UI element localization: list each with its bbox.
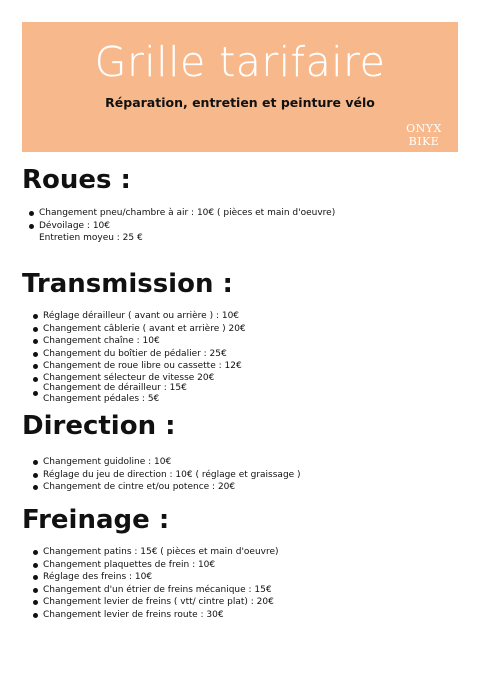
list-item: Changement de dérailleur : 15€ — [26, 383, 246, 393]
bullet-icon — [33, 575, 38, 580]
bullet-icon — [29, 224, 34, 229]
bullet-icon — [33, 588, 38, 593]
list-item: Entretien moyeu : 25 € — [39, 233, 143, 243]
bullet-icon — [33, 460, 38, 465]
section-list-freinage — [26, 546, 279, 621]
bullet-icon — [33, 352, 38, 357]
list-item: Changement sélecteur de vitesse 20€ — [26, 373, 246, 383]
list-item: Changement levier de freins route : 30€ — [26, 609, 279, 622]
list-item: Changement de cintre et/ou potence : 20€ — [26, 481, 301, 494]
section-title-transmission: Transmission : — [22, 269, 233, 299]
bullet-icon — [33, 613, 38, 618]
logo-line-2: BIKE — [408, 134, 440, 148]
bullet-icon — [33, 327, 38, 332]
section-title-roues: Roues : — [22, 165, 131, 195]
list-item: Changement levier de freins ( vtt/ cintre plat) : 20€ — [26, 596, 279, 609]
bullet-icon — [33, 485, 38, 490]
list-item: Changement plaquettes de frein : 10€ — [26, 559, 279, 572]
bullet-icon — [33, 377, 38, 382]
list-item: Changement de roue libre ou cassette : 12€ — [26, 360, 246, 373]
list-item: Réglage du jeu de direction : 10€ ( réglage et graissage ) — [26, 469, 301, 482]
section-list-direction — [26, 456, 301, 494]
bullet-icon — [33, 339, 38, 344]
list-item: Changement du boîtier de pédalier : 25€ — [26, 348, 246, 361]
list-item: Changement d'un étrier de freins mécanique : 15€ — [26, 584, 279, 597]
brand-logo — [398, 123, 450, 148]
list-item: Réglage des freins : 10€ — [26, 571, 279, 584]
bullet-icon — [33, 550, 38, 555]
bullet-icon — [33, 314, 38, 319]
list-item: Changement chaîne : 10€ — [26, 335, 246, 348]
list-item: Changement patins : 15€ ( pièces et main d'oeuvre) — [26, 546, 279, 559]
section-title-freinage: Freinage : — [22, 505, 170, 535]
list-item: Dévoilage : 10€ — [22, 220, 335, 233]
bullet-icon — [33, 563, 38, 568]
section-list-transmission — [26, 310, 246, 405]
section-list-roues — [22, 207, 335, 245]
list-item: Changement pneu/chambre à air : 10€ ( pièces et main d'oeuvre) — [22, 207, 335, 220]
header-banner — [22, 22, 458, 152]
bullet-icon — [33, 364, 38, 369]
list-item: Changement guidoline : 10€ — [26, 456, 301, 469]
page-title: Grille tarifaire — [94, 38, 386, 86]
page-subtitle: Réparation, entretien et peinture vélo — [105, 95, 375, 110]
bullet-icon — [33, 600, 38, 605]
list-item: Changement câblerie ( avant et arrière ) 20€ — [26, 323, 246, 336]
logo-line-1: ONYX — [406, 122, 442, 135]
section-title-direction: Direction : — [22, 411, 176, 441]
list-item: Réglage dérailleur ( avant ou arrière ) : 10€ — [26, 310, 246, 323]
list-item: Changement pédales : 5€ — [43, 393, 160, 404]
bullet-icon — [29, 211, 34, 216]
bullet-icon — [33, 473, 38, 478]
